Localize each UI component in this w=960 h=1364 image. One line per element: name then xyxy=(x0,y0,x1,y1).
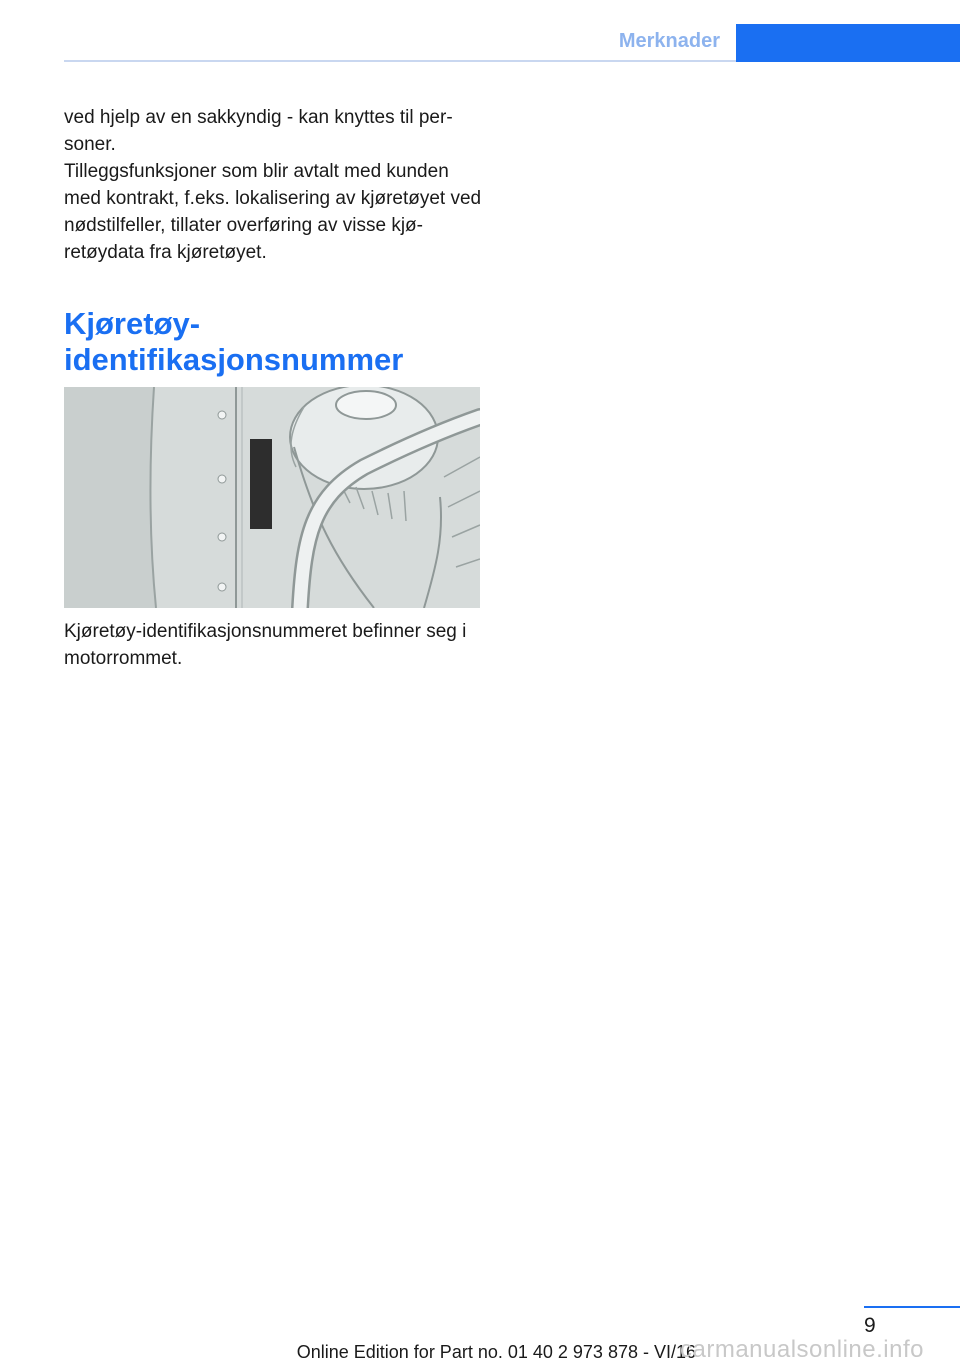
section-title-line-2: identifikasjonsnummer xyxy=(64,342,404,377)
engine-bay-drawing xyxy=(64,387,480,608)
section-title xyxy=(64,306,403,378)
footer-rule xyxy=(864,1306,960,1308)
figure-caption: Kjøretøy-identifikasjonsnummeret befinner seg i motorrommet. xyxy=(64,621,467,669)
paragraph-2: Tilleggsfunksjoner som blir avtalt med kunden med kontrakt, f.eks. lokalisering av kjøretøyet ved nødstilfeller, tillater overføring av visse kjøretøydata fra kjøretøyet. xyxy=(64,161,482,263)
section-header-label: Merknader xyxy=(618,30,720,52)
footer-edition-text: Online Edition for Part no. 01 40 2 973 878 - VI/16 xyxy=(296,1342,696,1362)
page-number: 9 xyxy=(864,1314,876,1337)
header-color-block xyxy=(736,24,960,62)
paragraph-1: ved hjelp av en sakkyndig - kan knyttes til personer. xyxy=(64,107,453,155)
engine-bay-illustration xyxy=(64,387,480,608)
watermark: carmanualsonline.info xyxy=(680,1336,924,1363)
section-title-line-1: Kjøretøy- xyxy=(64,306,201,341)
